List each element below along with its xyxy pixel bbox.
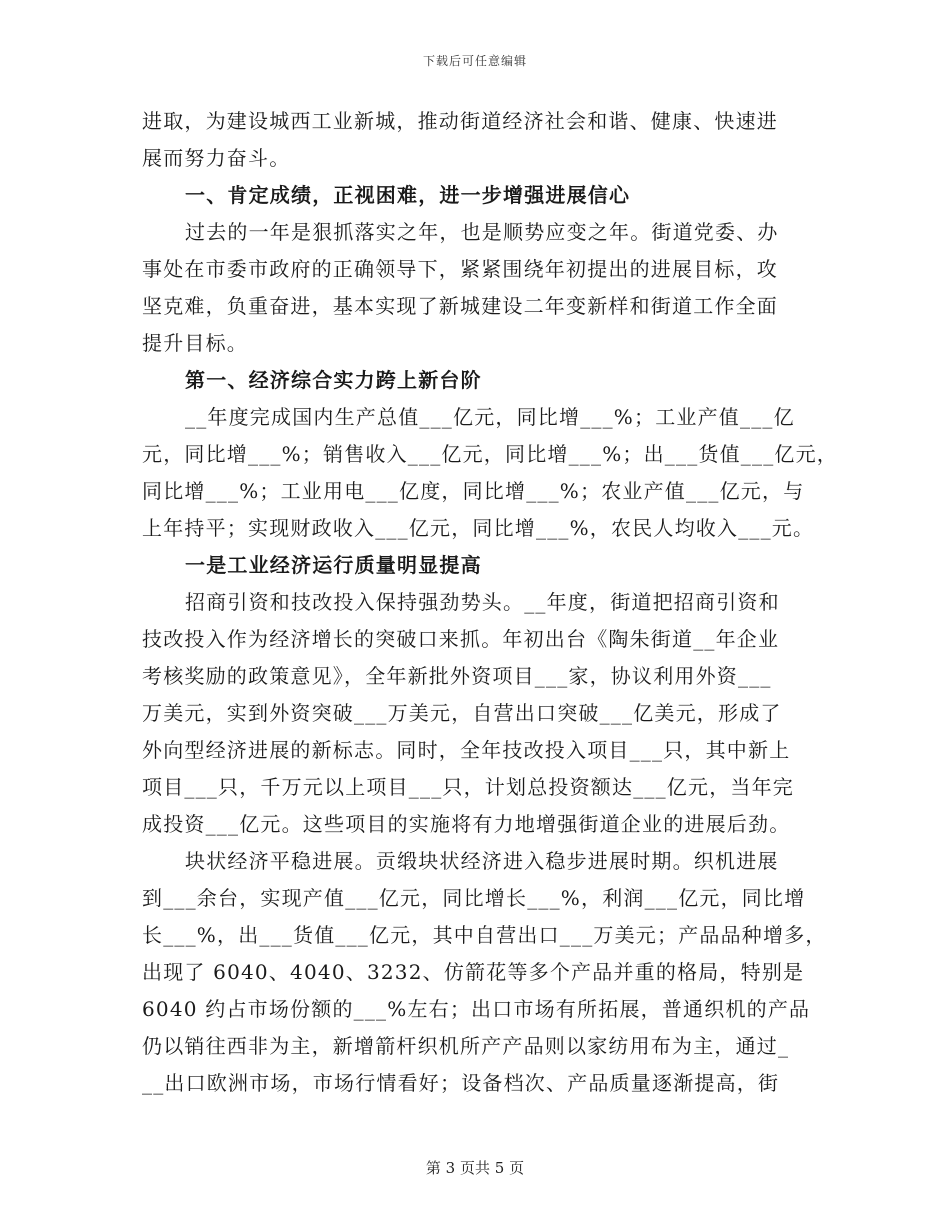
paragraph-line: 过去的一年是狠抓落实之年，也是顺势应变之年。街道党委、办 [185,220,779,244]
paragraph-line: 万美元，实到外资突破___万美元，自营出口突破___亿美元，形成了 [142,701,782,725]
paragraph-line: 长___%，出___货值___亿元，其中自营出口___万美元；产品品种增多， [142,923,827,947]
paragraph-line: 技改投入作为经济增长的突破口来抓。年初出台《陶朱街道__年企业 [142,627,780,651]
paragraph-line: 同比增___%；工业用电___亿度，同比增___%；农业产值___亿元，与 [142,479,805,503]
document-body [142,103,839,1102]
section-heading: 第一、经济综合实力跨上新台阶 [185,368,482,392]
paragraph-line: 提升目标。 [142,331,248,355]
paragraph-line: 仍以销往西非为主，新增箭杆织机所产产品则以家纺用布为主，通过_ [142,1034,790,1058]
paragraph-line: 考核奖励的政策意见》，全年新批外资项目___家，协议利用外资___ [142,664,772,688]
paragraph-line: 事处在市委市政府的正确领导下，紧紧围绕年初提出的进展目标，攻 [142,257,778,281]
paragraph-line: 到___余台，实现产值___亿元，同比增长___%，利润___亿元，同比增 [142,886,806,910]
paragraph-line: 块状经济平稳进展。贡缎块状经济进入稳步进展时期。织机进展 [185,849,779,873]
paragraph-line: 外向型经济进展的新标志。同时，全年技改投入项目___只，其中新上 [142,738,791,762]
paragraph-line: __出口欧洲市场，市场行情看好；设备档次、产品质量逐渐提高，街 [142,1071,780,1095]
paragraph-line: 展而努力奋斗。 [142,146,291,170]
section-heading: 一是工业经济运行质量明显提高 [185,553,482,577]
page-header: 下载后可任意编辑 [422,54,527,68]
paragraph-line: 招商引资和技改投入保持强劲势头。__年度，街道把招商引资和 [185,590,780,614]
paragraph-line: 6040 约占市场份额的___%左右；出口市场有所拓展，普通织机的产品 [142,997,811,1021]
section-heading: 一、肯定成绩，正视困难，进一步增强进展信心 [185,183,631,207]
paragraph-line: 出现了 6040、4040、3232、仿箭花等多个产品并重的格局，特别是 [142,960,805,984]
paragraph-line: 成投资___亿元。这些项目的实施将有力地增强街道企业的进展后劲。 [142,812,791,836]
paragraph-line: 坚克难，负重奋进，基本实现了新城建设二年变新样和街道工作全面 [142,294,778,318]
paragraph-line: 项目___只，千万元以上项目___只，计划总投资额达___亿元，当年完 [142,775,794,799]
paragraph-line: __年度完成国内生产总值___亿元，同比增___%；工业产值___亿 [185,405,795,429]
paragraph-line: 上年持平；实现财政收入___亿元，同比增___%，农民人均收入___元。 [142,516,815,540]
paragraph-line: 进取，为建设城西工业新城，推动街道经济社会和谐、健康、快速进 [142,109,778,133]
paragraph-line: 元，同比增___%；销售收入___亿元，同比增___%；出___货值___亿元， [142,442,839,466]
page-footer: 第 3 页共 5 页 [425,1159,525,1177]
